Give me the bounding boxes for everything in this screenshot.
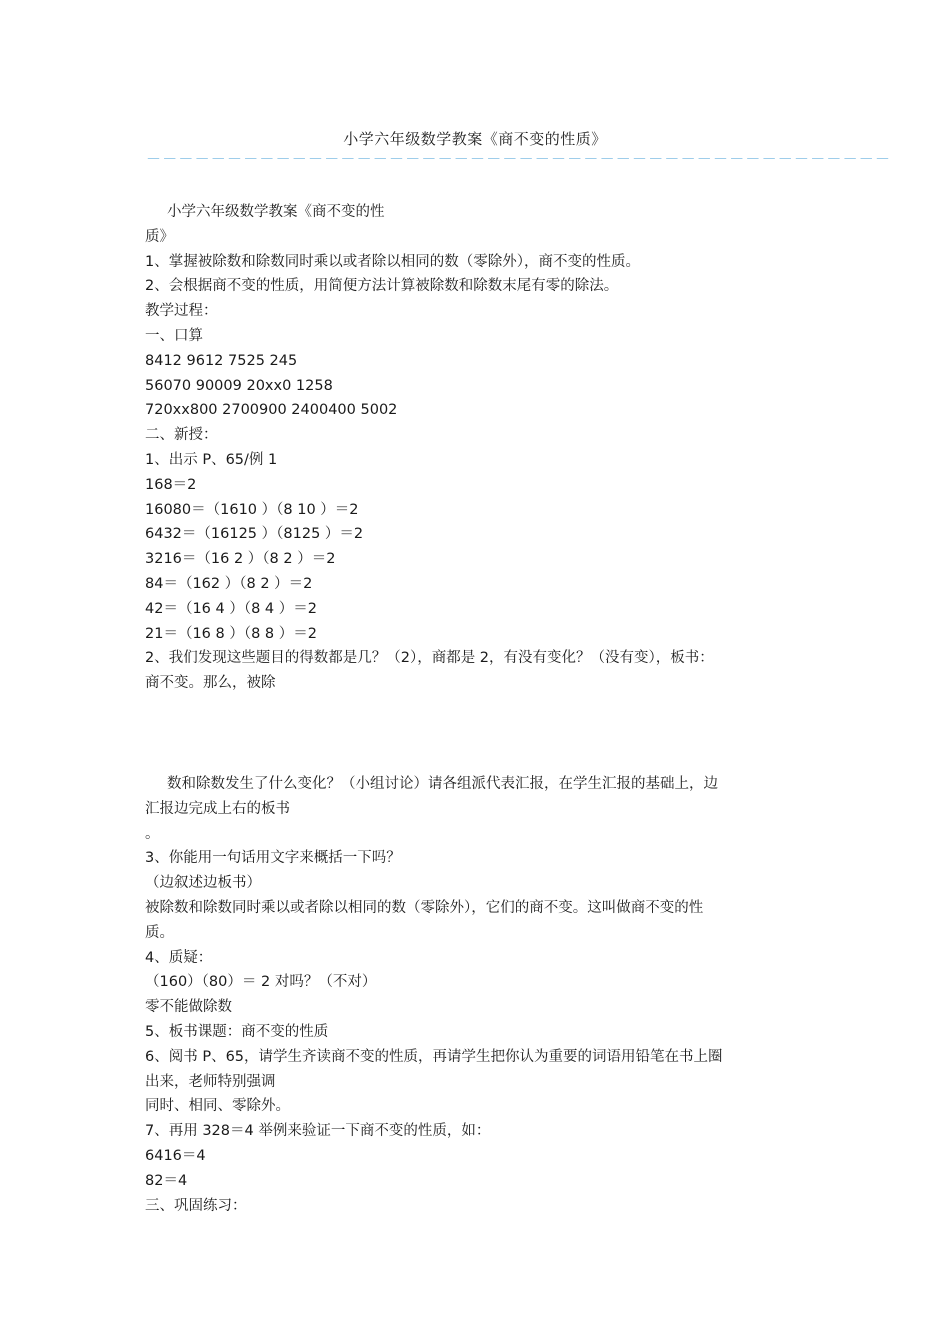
text-line: 21＝（16 8 ）（8 8 ）＝2 [145,625,317,642]
text-line: 82＝4 [145,1172,188,1189]
text-line: 三、巩固练习： [145,1197,247,1214]
text-line: 商不变。那么，被除 [145,675,276,692]
text-line: 7、再用 328＝4 举例来验证一下商不变的性质，如： [145,1123,491,1140]
text-line: （160）（80）＝ 2 对吗？（不对） [145,974,377,991]
lesson-section-2 [145,772,810,1218]
text-line: 汇报边完成上右的板书 [145,800,290,817]
text-line: 出来，老师特别强调 [145,1073,276,1090]
text-line: 零不能做除数 [145,999,232,1016]
text-line: 一、口算 [145,327,203,344]
text-line: 6、阅书 P、65，请学生齐读商不变的性质，再请学生把你认为重要的词语用铅笔在书上圈 [145,1048,723,1065]
text-line: 6432＝（16125 ）（8125 ）＝2 [145,526,364,543]
text-line: 1、出示 P、65/例 1 [145,451,278,468]
text-line: 1、掌握被除数和除数同时乘以或者除以相同的数（零除外），商不变的性质。 [145,253,640,270]
text-line: 教学过程： [145,303,218,320]
text-line: 5、板书课题：商不变的性质 [145,1023,329,1040]
text-line: 3216＝（16 2 ）（8 2 ）＝2 [145,551,336,568]
text-line: 84＝（162 ）（8 2 ）＝2 [145,575,313,592]
text-line: 720xx800 2700900 2400400 5002 [145,402,398,419]
text-line: 3、你能用一句话用文字来概括一下吗？ [145,850,401,867]
text-line: 二、新授： [145,427,218,444]
text-line: 2、会根据商不变的性质，用简便方法计算被除数和除数末尾有零的除法。 [145,278,619,295]
text-line: 小学六年级数学教案《商不变的性 [167,204,385,220]
text-line: 56070 90009 20xx0 1258 [145,377,333,394]
text-line: 。 [145,825,160,842]
text-line: 8412 9612 7525 245 [145,352,298,369]
text-line: 被除数和除数同时乘以或者除以相同的数（零除外），它们的商不变。这叫做商不变的性 [145,899,704,916]
title-divider: －－－－－－－－－－－－－－－－－－－－－－－－－－－－－－－－－－－－－－－－－－－－－－ [146,150,892,168]
document-title: 小学六年级数学教案《商不变的性质》 [343,130,607,148]
text-line: 16080＝（1610 ）（8 10 ）＝2 [145,501,359,518]
text-line: 168＝2 [145,476,197,493]
text-line: 质》 [145,228,174,245]
text-line: 同时、相同、零除外。 [145,1098,290,1115]
text-line: 4、质疑： [145,949,213,966]
text-line: 42＝（16 4 ）（8 4 ）＝2 [145,600,317,617]
text-line: （边叙述边板书） [145,875,261,892]
lesson-section-1 [145,200,810,696]
text-line: 质。 [145,924,174,941]
text-line: 2、我们发现这些题目的得数都是几？（2），商都是 2，有没有变化？（没有变），板书： [145,650,714,667]
text-line: 6416＝4 [145,1147,206,1164]
text-line: 数和除数发生了什么变化？（小组讨论）请各组派代表汇报，在学生汇报的基础上，边 [167,776,718,792]
